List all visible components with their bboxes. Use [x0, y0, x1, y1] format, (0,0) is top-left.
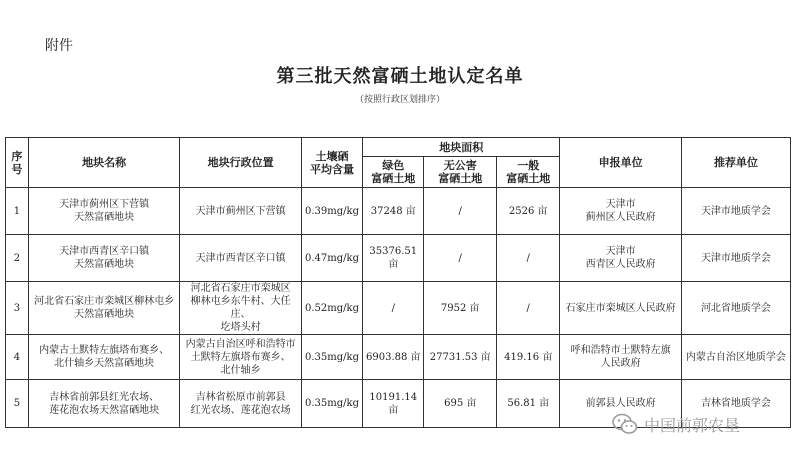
- cell-green: 6903.88 亩: [363, 335, 424, 380]
- cell-pollution-free: /: [424, 188, 497, 235]
- cell-applicant: 天津市 蓟州区人民政府: [560, 188, 681, 235]
- cell-selenium: 0.35mg/kg: [301, 335, 362, 380]
- cell-applicant: 呼和浩特市土默特左旗 人民政府: [560, 335, 681, 380]
- cell-selenium: 0.47mg/kg: [301, 235, 362, 282]
- cell-applicant: 前郭县人民政府: [560, 380, 681, 428]
- cell-name: 吉林省前郭县红光农场、 莲花泡农场天然富硒地块: [28, 380, 180, 428]
- document-title: 第三批天然富硒土地认定名单: [276, 66, 524, 87]
- certification-table: [5, 137, 791, 428]
- wechat-icon: [612, 413, 638, 435]
- header-location: 地块行政位置: [180, 138, 301, 188]
- cell-selenium: 0.52mg/kg: [301, 282, 362, 335]
- table-row: [6, 235, 791, 282]
- cell-general: 2526 亩: [497, 188, 560, 235]
- cell-index: 4: [6, 335, 29, 380]
- cell-pollution-free: 695 亩: [424, 380, 497, 428]
- header-pollution-free: 无公害 富硒土地: [424, 157, 497, 188]
- cell-pollution-free: 7952 亩: [424, 282, 497, 335]
- cell-selenium: 0.39mg/kg: [301, 188, 362, 235]
- header-area-group: 地块面积: [363, 138, 560, 157]
- cell-location: 天津市西青区辛口镇: [180, 235, 301, 282]
- header-index: 序号: [6, 138, 29, 188]
- cell-green: 10191.14 亩: [363, 380, 424, 428]
- header-applicant: 申报单位: [560, 138, 681, 188]
- cell-index: 5: [6, 380, 29, 428]
- cell-location: 天津市蓟州区下营镇: [180, 188, 301, 235]
- cell-recommender: 内蒙古自治区地质学会: [681, 335, 790, 380]
- header-recommender: 推荐单位: [681, 138, 790, 188]
- cell-green: /: [363, 282, 424, 335]
- cell-recommender: 天津市地质学会: [681, 188, 790, 235]
- header-selenium: 土壤硒 平均含量: [301, 138, 362, 188]
- cell-applicant: 天津市 西青区人民政府: [560, 235, 681, 282]
- document-subtitle: （按照行政区划排序）: [354, 95, 445, 105]
- cell-pollution-free: /: [424, 235, 497, 282]
- cell-name: 天津市西青区辛口镇 天然富硒地块: [28, 235, 180, 282]
- cell-green: 35376.51 亩: [363, 235, 424, 282]
- cell-pollution-free: 27731.53 亩: [424, 335, 497, 380]
- cell-green: 37248 亩: [363, 188, 424, 235]
- cell-location: 内蒙古自治区呼和浩特市 土默特左旗塔布赛乡、 北什轴乡: [180, 335, 301, 380]
- cell-index: 3: [6, 282, 29, 335]
- cell-general: /: [497, 235, 560, 282]
- cell-index: 2: [6, 235, 29, 282]
- cell-location: 吉林省松原市前郭县 红光农场、莲花泡农场: [180, 380, 301, 428]
- cell-general: 419.16 亩: [497, 335, 560, 380]
- table-row: [6, 188, 791, 235]
- cell-name: 天津市蓟州区下营镇 天然富硒地块: [28, 188, 180, 235]
- cell-index: 1: [6, 188, 29, 235]
- cell-general: /: [497, 282, 560, 335]
- watermark-text: 中国前郭农垦: [644, 415, 741, 435]
- header-green: 绿色 富硒土地: [363, 157, 424, 188]
- cell-applicant: 石家庄市栾城区人民政府: [560, 282, 681, 335]
- cell-general: 56.81 亩: [497, 380, 560, 428]
- table-row: [6, 335, 791, 380]
- header-general: 一般 富硒土地: [497, 157, 560, 188]
- table-row: [6, 282, 791, 335]
- watermark: [612, 409, 740, 439]
- cell-selenium: 0.35mg/kg: [301, 380, 362, 428]
- attachment-label: 附件: [45, 38, 73, 54]
- cell-name: 河北省石家庄市栾城区柳林屯乡 天然富硒地块: [28, 282, 180, 335]
- cell-recommender: 天津市地质学会: [681, 235, 790, 282]
- cell-recommender: 河北省地质学会: [681, 282, 790, 335]
- cell-recommender: 吉林省地质学会: [681, 380, 790, 428]
- cell-location: 河北省石家庄市栾城区 柳林屯乡东牛村、大任庄、 圪塔头村: [180, 282, 301, 335]
- cell-name: 内蒙古土默特左旗塔布赛乡、 北什轴乡天然富硒地块: [28, 335, 180, 380]
- header-name: 地块名称: [28, 138, 180, 188]
